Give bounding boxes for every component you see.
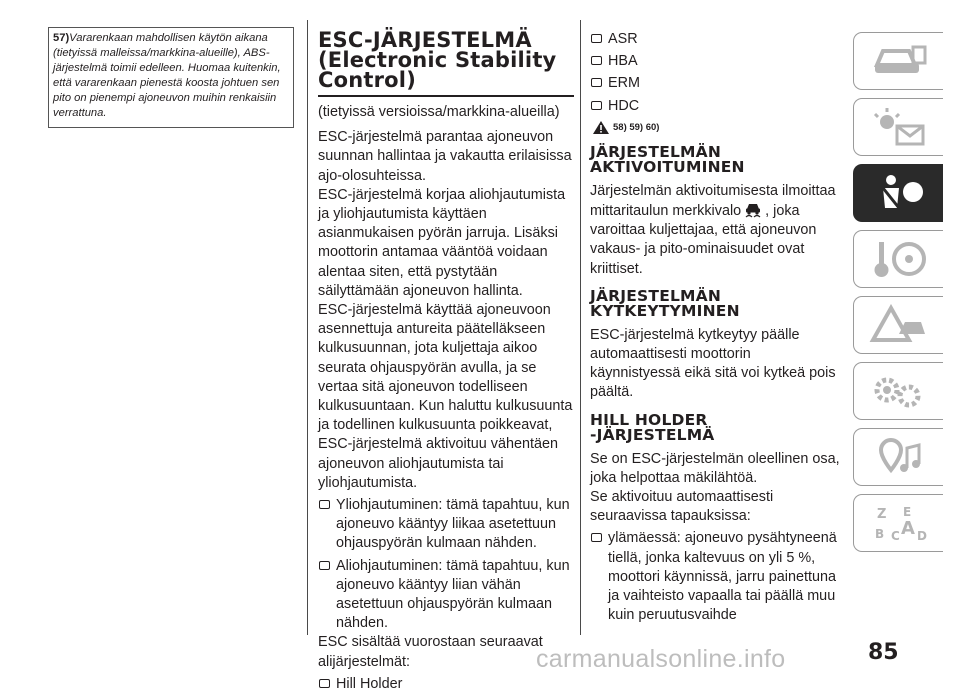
column-separator-2 <box>580 20 581 635</box>
subsystem-label: Hill Holder <box>336 675 403 692</box>
subsystem-item <box>590 97 840 116</box>
bullet-text: Yliohjautuminen: tämä tapahtuu, kun ajoneuvo kääntyy liikaa asetettuun ohjauspyörän kulmaan nähden. <box>336 497 570 552</box>
svg-text:A: A <box>900 518 915 539</box>
subsystem-item <box>590 30 840 49</box>
activation-text-start: Järjestelmän aktivoitumisesta ilmoittaa mittaritaulun merkkivalo <box>590 182 836 220</box>
svg-text:D: D <box>916 529 927 543</box>
engagement-title-line1: JÄRJESTELMÄN <box>590 286 722 305</box>
svg-text:B: B <box>874 527 884 541</box>
esc-paragraph-3: ESC-järjestelmä käyttää ajoneuvoon asennettuja antureita päätelläkseen kulkusuunnan, jota kuljettaja aikoo seurata ohjauspyörän avulla, ja se vertaa sitä ajoneuvon todelliseen kulkusuuntaan. Kun haluttu kulkusuunta ja todellinen kulkusuunta poikkeavat, ESC-järjestelmä aktivoituu vähentäen ajoneuvon aliohjautumista tai yliohjautumista. <box>318 302 573 491</box>
subsystem-label: ERM <box>608 75 640 92</box>
hill-holder-title <box>590 410 840 444</box>
chapter-tabs <box>853 32 943 560</box>
bullet-text: ylämäessä: ajoneuvo pysähtyneenä tiellä, jonka kaltevuus on yli 5 %, moottori käynnissä, jarru painettuna ja vaihteisto vapaalla tai päällä muu kuin peruutusvaihde <box>608 530 837 624</box>
svg-text:E: E <box>902 505 911 519</box>
esc-title <box>318 30 574 90</box>
column-separator-1 <box>307 20 308 635</box>
hill-holder-paragraph-1: Se on ESC-järjestelmän oleellinen osa, joka helpottaa mäkilähtöä. <box>590 450 840 486</box>
watermark-text: carmanualsonline.info <box>536 645 786 673</box>
note-text: Vararenkaan mahdollisen käytön aikana (tietyissä malleissa/markkina-alueille), ABS-järjestelmä toimii edelleen. Huomaa kuitenkin, että vararenkaan pienestä koosta johtuen sen pito on pienempi ajoneuvon muihin renkaisiin verrattuna. <box>53 32 281 119</box>
esc-paragraph-1: ESC-järjestelmä parantaa ajoneuvon suunnan hallintaa ja vakautta erilaisissa ajo-olosuhteissa. <box>318 129 572 184</box>
checkbox-bullet-icon <box>319 679 330 688</box>
esc-title-line3: Control) <box>318 68 417 92</box>
car-dashboard-icon <box>869 41 929 81</box>
tab-index[interactable] <box>853 494 943 552</box>
alphabet-index-icon <box>869 502 929 544</box>
activation-text <box>590 182 840 279</box>
warning-refs-text: 58) 59) 60) <box>613 121 660 133</box>
svg-text:C: C <box>890 529 900 543</box>
warning-references <box>592 120 840 135</box>
tab-safety[interactable] <box>853 164 943 222</box>
page-number: 85 <box>868 640 899 665</box>
seatbelt-airbag-icon <box>869 172 929 214</box>
warning-triangle-car-icon <box>869 304 929 346</box>
tab-multimedia[interactable] <box>853 428 943 486</box>
checkbox-bullet-icon <box>591 533 602 542</box>
gears-wrench-icon <box>869 370 929 412</box>
subsystems-intro: ESC sisältää vuorostaan seuraavat alijärjestelmät: <box>318 634 543 670</box>
activation-title-line1: JÄRJESTELMÄN <box>590 142 722 161</box>
checkbox-bullet-icon <box>319 561 330 570</box>
subsystem-item <box>590 52 840 71</box>
tab-dashboard[interactable] <box>853 32 943 90</box>
hill-holder-title-line1: HILL HOLDER <box>590 410 708 429</box>
checkbox-bullet-icon <box>591 101 602 110</box>
tab-maintenance[interactable] <box>853 362 943 420</box>
warning-triangle-icon <box>592 120 610 135</box>
tab-lights-messages[interactable] <box>853 98 943 156</box>
tab-starting-driving[interactable] <box>853 230 943 288</box>
checkbox-bullet-icon <box>319 500 330 509</box>
bullet-oversteer <box>318 496 574 554</box>
subsystem-item <box>590 74 840 93</box>
column-activation <box>590 30 840 625</box>
checkbox-bullet-icon <box>591 78 602 87</box>
title-underline <box>318 95 574 97</box>
subsystem-label: HBA <box>608 53 638 70</box>
esc-subtitle: (tietyissä versioissa/markkina-alueilla) <box>318 104 560 120</box>
activation-title <box>590 142 840 176</box>
activation-title-line2: AKTIVOITUMINEN <box>590 157 745 176</box>
warning-light-envelope-icon <box>869 106 929 148</box>
engagement-title-line2: KYTKEYTYMINEN <box>590 301 740 320</box>
esc-title-line2: (Electronic Stability <box>318 48 557 72</box>
subsystem-label: HDC <box>608 97 640 114</box>
activation-text-end: , joka varoittaa kuljettajaa, että ajoneuvon vakaus- ja pito-ominaisuudet ovat kriittiset. <box>590 203 817 277</box>
hill-holder-paragraph-2: Se aktivoituu automaattisesti seuraavissa tapauksissa: <box>590 489 774 525</box>
note-number: 57) <box>53 32 70 44</box>
bullet-understeer <box>318 557 574 634</box>
tab-emergency[interactable] <box>853 296 943 354</box>
svg-text:Z: Z <box>876 507 886 522</box>
subsystem-label: ASR <box>608 31 638 47</box>
column-esc <box>318 30 574 694</box>
location-music-icon <box>869 436 929 478</box>
bullet-text: Aliohjautuminen: tämä tapahtuu, kun ajoneuvo kääntyy liian vähän asetettuun ohjauspyörän kulmaan nähden. <box>336 557 570 632</box>
esc-paragraph-2: ESC-järjestelmä korjaa aliohjautumista ja yliohjautumista käyttäen asianmukaisen pyörän jarruja. Lisäksi moottorin antamaa vääntöä voidaan alentaa siten, että pystytään säilyttämään ajoneuvon hallinta. <box>318 186 566 299</box>
skid-car-warning-icon <box>743 201 763 218</box>
engagement-text: ESC-järjestelmä kytkeytyy päälle automaattisesti moottorin käynnistyessä eikä sitä voi kytkeä pois päältä. <box>590 326 836 401</box>
checkbox-bullet-icon <box>591 56 602 65</box>
engagement-title <box>590 286 840 320</box>
hill-holder-bullet <box>590 529 840 625</box>
hill-holder-title-line2: -JÄRJESTELMÄ <box>590 425 715 444</box>
esc-title-line1: ESC-JÄRJESTELMÄ <box>318 28 532 52</box>
checkbox-bullet-icon <box>591 34 602 43</box>
key-steering-wheel-icon <box>869 238 929 280</box>
note-box <box>48 27 294 128</box>
